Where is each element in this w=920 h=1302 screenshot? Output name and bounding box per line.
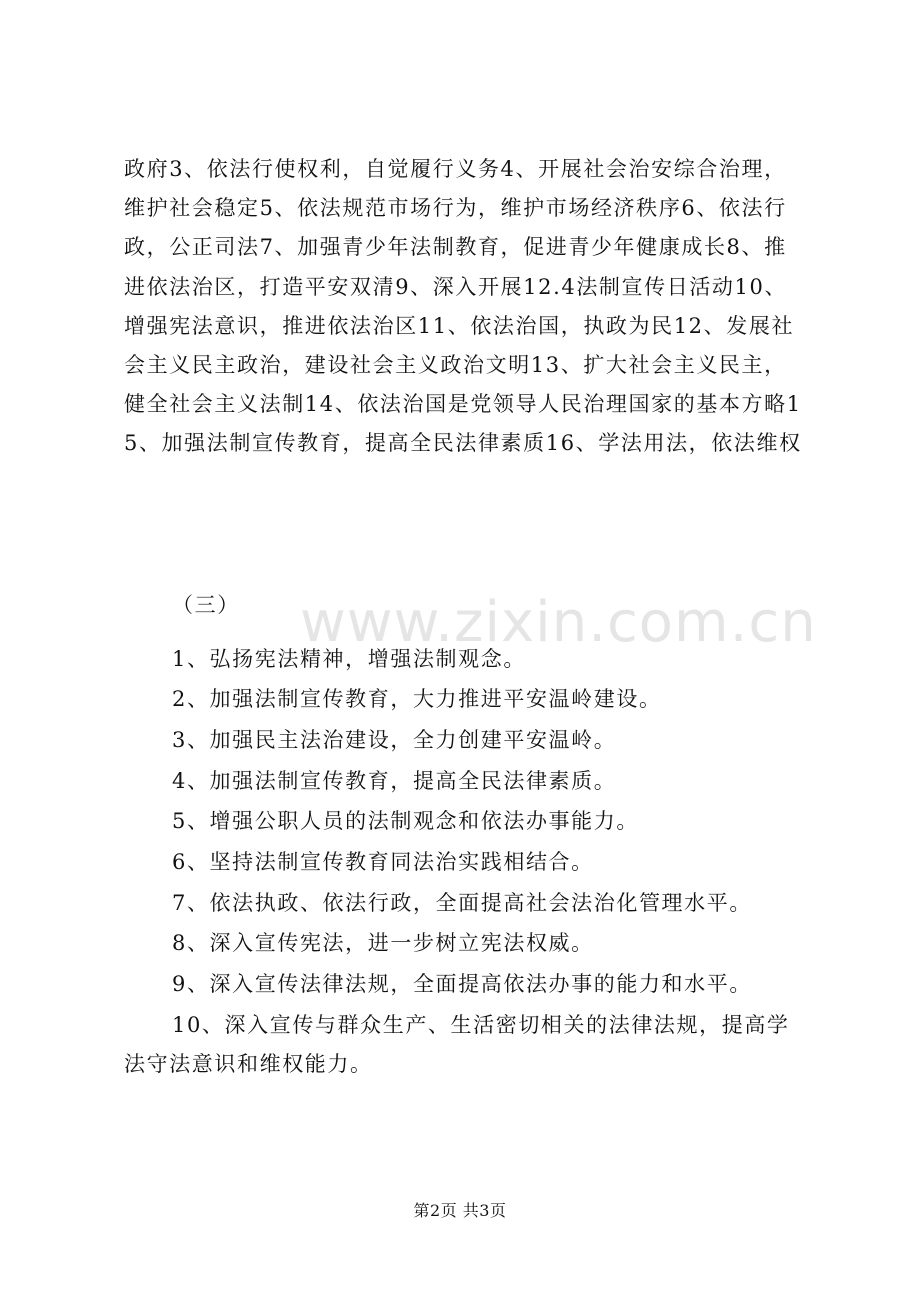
page-footer: 第2页 共3页 [413,1201,507,1220]
list-item: 5、增强公职人员的法制观念和依法办事能力。 [172,809,639,833]
list-item: 4、加强法制宣传教育，提高全民法律素质。 [172,769,617,793]
list-item: 1、弘扬宪法精神，增强法制观念。 [172,647,526,671]
list-item: 2、加强法制宣传教育，大力推进平安温岭建设。 [172,687,662,711]
list-item: 10、深入宣传与群众生产、生活密切相关的法律法规，提高学法守法意识和维权能力。 [124,1013,790,1077]
list-item: 7、依法执政、依法行政，全面提高社会法治化管理水平。 [172,891,752,915]
list-item: 6、坚持法制宣传教育同法治实践相结合。 [172,850,594,874]
body-paragraph: 政府3、依法行使权利，自觉履行义务4、开展社会治安综合治理，维护社会稳定5、依法规范市场行为，维护市场经济秩序6、依法行政，公正司法7、加强青少年法制教育，促进青少年健康成长8、推进依法治区，打造平安双清9、深入开展12.4法制宣传日活动10、增强宪法意识，推进依法治区11、依法治国，执政为民12、发展社会主义民主政治，建设社会主义政治文明13、扩大社会主义民主，健全社会主义法制14、依法治国是党领导人民治理国家的基本方略15、加强法制宣传教育，提高全民法律素质16、学法用法，依法维权 [124,157,802,456]
list-item: 3、加强民主法治建设，全力创建平安温岭。 [172,728,617,752]
list-item: 9、深入宣传法律法规，全面提高依法办事的能力和水平。 [172,972,752,996]
list-item: 8、深入宣传宪法，进一步树立宪法权威。 [172,931,594,955]
section-heading: （三） [172,593,240,617]
watermark: www.zixin.com.cn [300,590,817,655]
